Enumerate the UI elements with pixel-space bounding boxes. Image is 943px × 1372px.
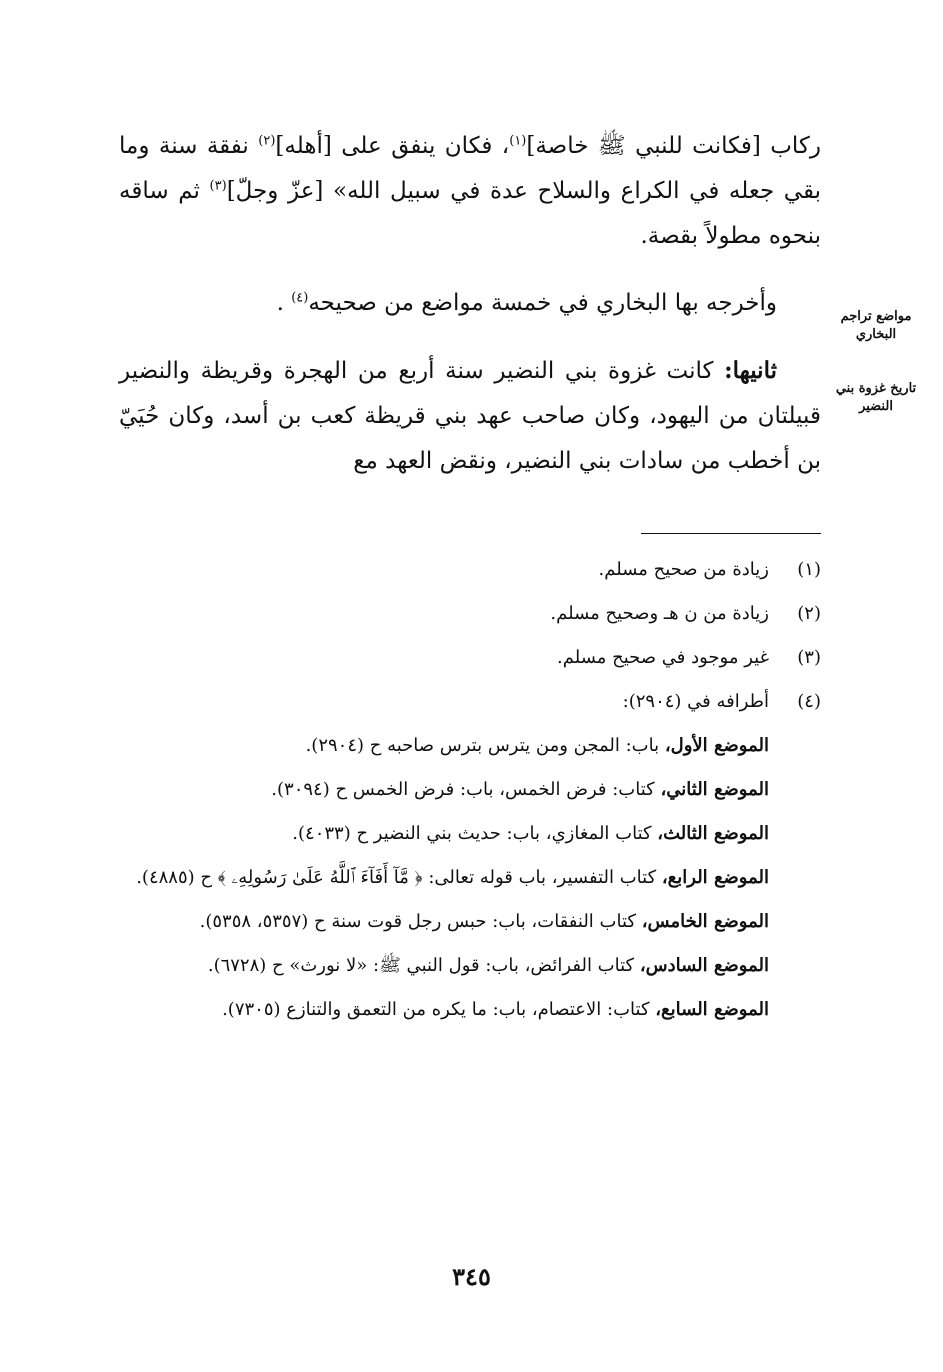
footnote	[119, 680, 821, 724]
footnote	[119, 548, 821, 592]
margin-note: مواضع تراجم البخاري	[840, 309, 912, 342]
footnote-number: (٤)	[797, 691, 821, 712]
footnote-number: (١)	[797, 559, 821, 580]
location-label: الموضع الخامس،	[641, 911, 769, 932]
paragraph-text: ثم ساقه بنحوه مطولاً بقصة.	[119, 178, 821, 249]
location-text: كتاب التفسير، باب قوله تعالى: ﴿ مَّآ أَفَآءَ ٱللَّهُ عَلَىٰ رَسُولِهِۦ ﴾ ح (٤٨٨٥).	[136, 867, 662, 888]
location-entry	[119, 856, 769, 900]
location-label: الموضع السادس،	[639, 955, 769, 976]
location-entry	[119, 988, 769, 1032]
footnote-text: زيادة من صحيح مسلم.	[598, 559, 769, 580]
paragraph-lead: ثانيها:	[724, 357, 777, 384]
location-label: الموضع الثالث،	[657, 823, 769, 844]
location-entry	[119, 812, 769, 856]
location-label: الموضع السابع،	[655, 999, 769, 1020]
location-entry	[119, 944, 769, 988]
paragraph-text: .	[276, 290, 292, 316]
footnote-ref: (٣)	[209, 178, 227, 194]
hadith-locations	[119, 724, 821, 1032]
footnote-ref: (٢)	[258, 133, 276, 149]
footnote-text: أطرافه في (٢٩٠٤):	[622, 691, 769, 712]
footnote-separator	[641, 533, 821, 534]
paragraph-text: ركاب [فكانت للنبي ﷺ خاصة]	[526, 133, 821, 159]
footnote-text: زيادة من ن هـ وصحيح مسلم.	[550, 603, 769, 624]
location-entry	[119, 768, 769, 812]
footnote-ref: (١)	[509, 133, 527, 149]
page-number: ٣٤٥	[452, 1262, 491, 1291]
footnote-text: غير موجود في صحيح مسلم.	[557, 647, 769, 668]
location-text: باب: المجن ومن يترس بترس صاحبه ح (٢٩٠٤).	[305, 735, 665, 756]
location-label: الموضع الرابع،	[661, 867, 769, 888]
paragraph	[119, 124, 821, 259]
location-text: كتاب: الاعتصام، باب: ما يكره من التعمق والتنازع (٧٣٠٥).	[222, 999, 656, 1020]
location-text: كتاب المغازي، باب: حديث بني النضير ح (٤٠٣٣).	[292, 823, 658, 844]
paragraph	[119, 348, 821, 484]
paragraph-text: كانت غزوة بني النضير سنة أربع من الهجرة وقريظة والنضير قبيلتان من اليهود، وكان صاحب عهد بني قريظة كعب بن أسد، وكان حُيَيّ بن أخطب من سادات بني النضير، ونقض العهد مع	[119, 358, 821, 474]
footnote	[119, 592, 821, 636]
location-text: كتاب النفقات، باب: حبس رجل قوت سنة ح (٥٣٥٧، ٥٣٥٨).	[199, 911, 642, 932]
location-label: الموضع الثاني،	[660, 779, 769, 800]
margin-note: تاريخ غزوة بني النضير	[835, 381, 917, 414]
footnote-number: (٣)	[797, 647, 821, 668]
footnotes	[119, 548, 821, 1032]
paragraph-text: نفقة سنة وما بقي جعله في الكراع والسلاح عدة في سبيل الله» [عزّ وجلّ]	[119, 133, 822, 204]
location-entry	[119, 900, 769, 944]
main-text	[119, 124, 821, 484]
paragraph-text: وأخرجه بها البخاري في خمسة مواضع من صحيحه	[308, 290, 777, 316]
location-text: كتاب الفرائض، باب: قول النبي ﷺ: «لا نورث» ح (٦٧٢٨).	[207, 955, 640, 976]
paragraph-text: ، فكان ينفق على [أهله]	[275, 133, 510, 159]
paragraph	[119, 281, 821, 326]
location-text: كتاب: فرض الخمس، باب: فرض الخمس ح (٣٠٩٤).	[271, 779, 661, 800]
footnote-number: (٢)	[797, 603, 821, 624]
location-label: الموضع الأول،	[664, 735, 769, 756]
footnote-ref: (٤)	[291, 290, 309, 306]
footnote	[119, 636, 821, 680]
location-entry	[119, 724, 769, 768]
